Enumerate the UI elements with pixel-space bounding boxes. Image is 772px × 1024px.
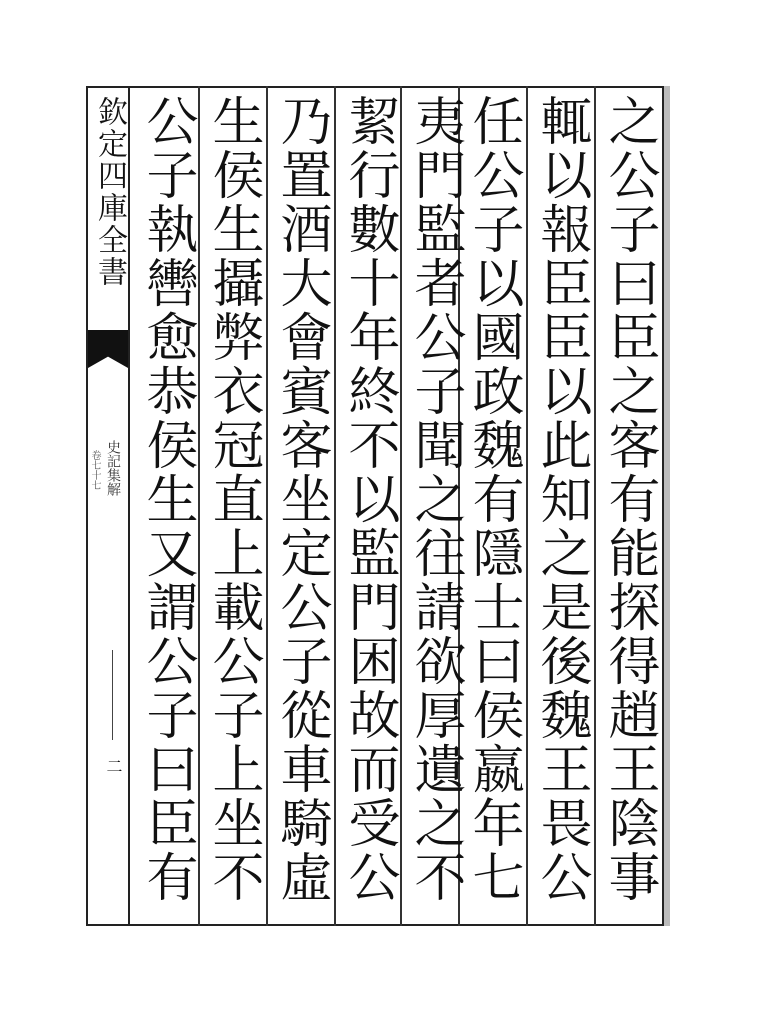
- text-column-4: 夷門監者公子聞之往請欲厚遺之不: [405, 94, 465, 904]
- margin-subsection: 卷七十七: [89, 450, 100, 490]
- column-divider: [266, 86, 268, 926]
- text-column-5: 絜行數十年終不以監門困故而受公: [339, 94, 399, 904]
- margin-title: 欽定四庫全書: [92, 96, 127, 288]
- text-column-2: 輒以報臣臣以此知之是後魏王畏公: [531, 94, 591, 904]
- margin-rule: [112, 650, 113, 740]
- text-column-8: 公子執轡愈恭侯生又謂公子曰臣有: [137, 94, 197, 904]
- text-column-1: 之公子曰臣之客有能探得趙王陰事: [599, 94, 659, 904]
- text-column-7: 生侯生攝弊衣冠直上載公子上坐不: [203, 94, 263, 904]
- column-divider: [594, 86, 596, 926]
- text-column-3: 任公子以國政魏有隱士曰侯嬴年七: [463, 94, 523, 904]
- margin-section: 史記集解: [105, 440, 121, 496]
- column-divider: [334, 86, 336, 926]
- margin-page-number: 二: [104, 758, 123, 774]
- column-divider: [526, 86, 528, 926]
- binding-edge: [664, 86, 670, 926]
- text-column-6: 乃置酒大會賓客坐定公子從車騎虛: [271, 94, 331, 904]
